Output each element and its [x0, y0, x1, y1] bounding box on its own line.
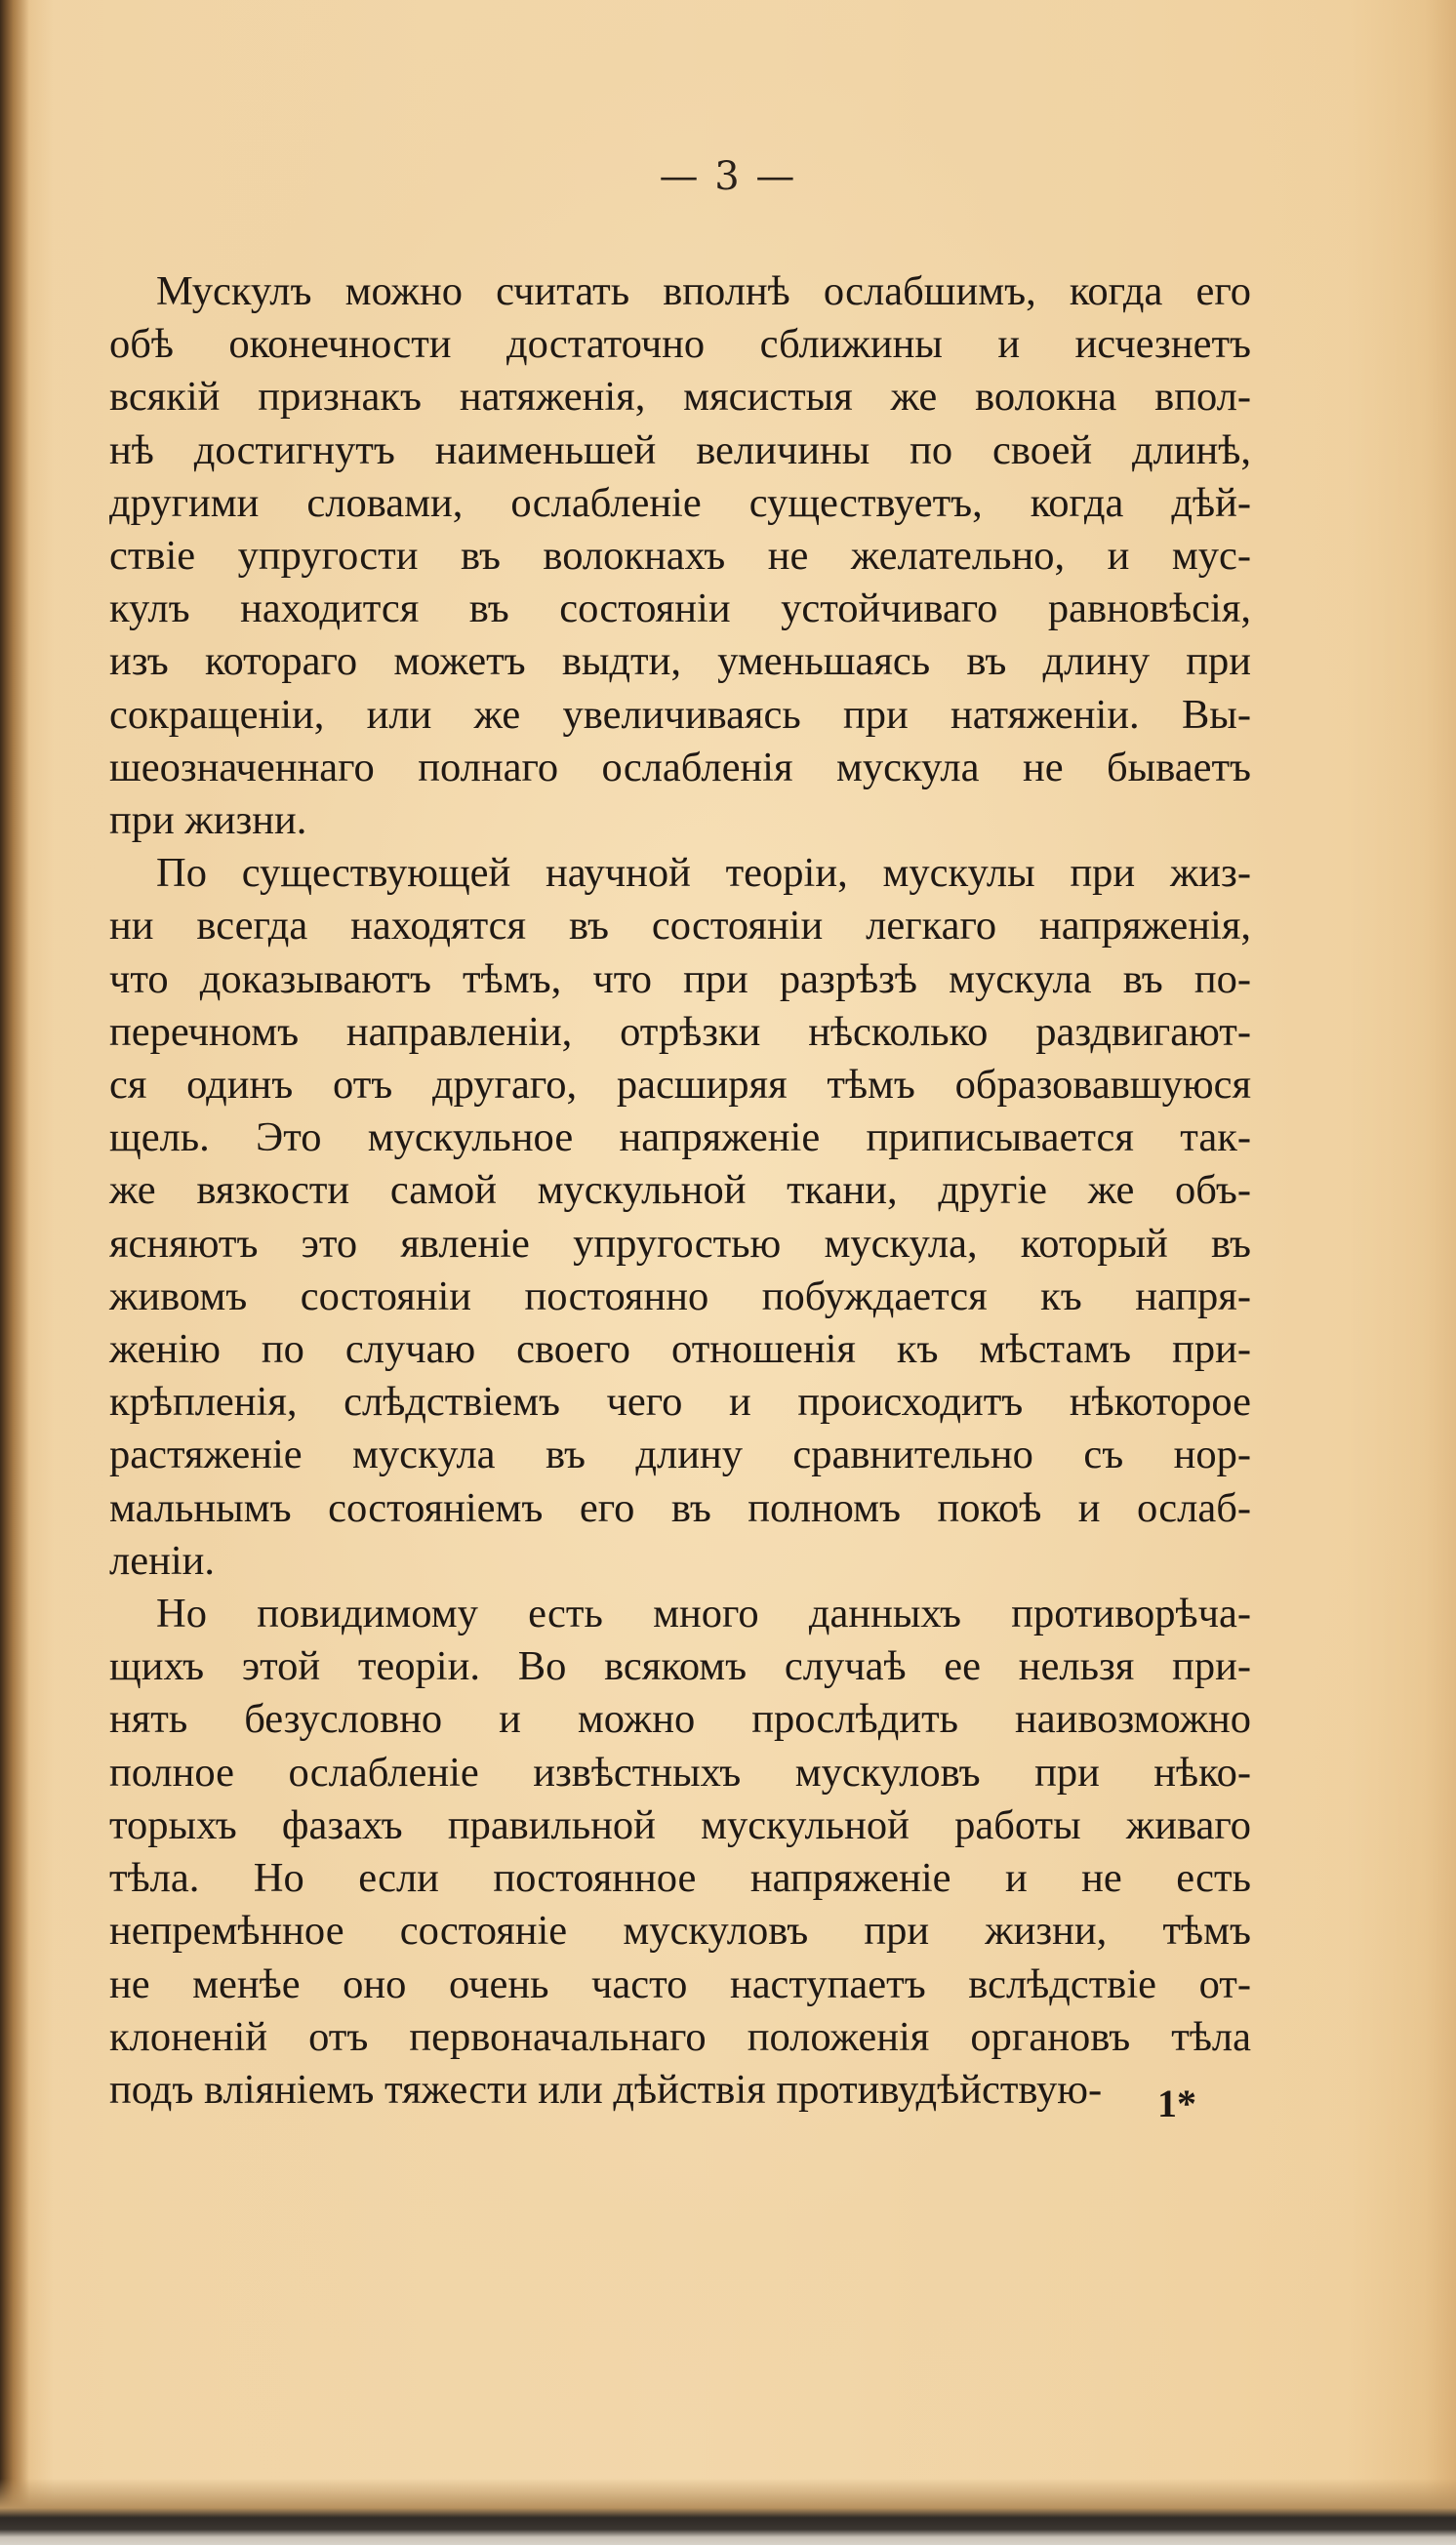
text-line: живомъ состояніи постоянно побуждается къ напря-	[109, 1272, 1251, 1319]
page-number: — 3 —	[659, 154, 797, 199]
text-line: ся одинъ отъ другаго, расширяя тѣмъ образовавшуюся	[109, 1062, 1251, 1109]
text-line: нять безусловно и можно прослѣдить наивозможно	[109, 1696, 1251, 1743]
text-line: щихъ этой теоріи. Во всякомъ случаѣ ее нельзя при-	[109, 1643, 1251, 1690]
text-line: кулъ находится въ состояніи устойчиваго равновѣсія,	[109, 586, 1251, 632]
text-line: обѣ оконечности достаточно сближины и исчезнетъ	[109, 321, 1251, 368]
text-line: сокращеніи, или же увеличиваясь при натяженіи. Вы-	[109, 691, 1251, 738]
text-line: нѣ достигнутъ наименьшей величины по своей длинѣ,	[109, 426, 1251, 473]
text-line: подъ вліяніемъ тяжести или дѣйствія противудѣйствую-	[109, 2066, 1103, 2113]
text-line: перечномъ направленіи, отрѣзки нѣсколько раздвигают-	[109, 1008, 1251, 1055]
paragraph-2	[109, 847, 1251, 1588]
text-line: что доказываютъ тѣмъ, что при разрѣзѣ мускула въ по-	[109, 955, 1251, 1002]
text-line: Но повидимому есть много данныхъ противорѣча-	[156, 1591, 1251, 1637]
text-line: Мускулъ можно считать вполнѣ ослабшимъ, когда его	[156, 268, 1251, 314]
printer-signature-mark: 1*	[1157, 2081, 1196, 2125]
text-line: леніи.	[109, 1537, 215, 1584]
text-line: изъ котораго можетъ выдти, уменьшаясь въ длину при	[109, 638, 1251, 685]
text-line: всякій признакъ натяженія, мясистыя же волокна впол-	[109, 374, 1251, 421]
book-spine-shadow	[0, 0, 29, 2545]
text-line: По существующей научной теоріи, мускулы при жиз-	[156, 850, 1251, 897]
text-line: другими словами, ослабленіе существуетъ, когда дѣй-	[109, 479, 1251, 526]
text-line: непремѣнное состояніе мускуловъ при жизни, тѣмъ	[109, 1908, 1251, 1955]
text-line: ствіе упругости въ волокнахъ не желательно, и мус-	[109, 533, 1251, 580]
text-line: же вязкости самой мускульной ткани, другіе же объ-	[109, 1167, 1251, 1214]
text-line: щель. Это мускульное напряженіе приписывается так-	[109, 1114, 1251, 1161]
text-line: ни всегда находятся въ состояніи легкаго напряженія,	[109, 903, 1251, 949]
text-line: не менѣе оно очень часто наступаетъ вслѣдствіе от-	[109, 1960, 1251, 2007]
text-line: шеозначеннаго полнаго ослабленія мускула не бываетъ	[109, 744, 1251, 790]
body-text	[109, 265, 1251, 2117]
text-line: полное ослабленіе извѣстныхъ мускуловъ при нѣко-	[109, 1749, 1251, 1796]
text-line: торыхъ фазахъ правильной мускульной работы живаго	[109, 1801, 1251, 1848]
text-line: ясняютъ это явленіе упругостью мускула, который въ	[109, 1220, 1251, 1267]
text-line: мальнымъ состояніемъ его въ полномъ покоѣ и ослаб-	[109, 1484, 1251, 1531]
paragraph-3	[109, 1588, 1251, 2117]
text-line: при жизни.	[109, 797, 307, 844]
text-line: тѣла. Но если постоянное напряженіе и не есть	[109, 1855, 1251, 1902]
text-line: растяженіе мускула въ длину сравнительно съ нор-	[109, 1432, 1251, 1478]
text-line: крѣпленія, слѣдствіемъ чего и происходитъ нѣкоторое	[109, 1379, 1251, 1426]
page-bottom-edge	[0, 2479, 1456, 2545]
text-line: клоненій отъ первоначальнаго положенія органовъ тѣла	[109, 2013, 1251, 2060]
text-line: женію по случаю своего отношенія къ мѣстамъ при-	[109, 1326, 1251, 1373]
paragraph-1	[109, 265, 1251, 847]
